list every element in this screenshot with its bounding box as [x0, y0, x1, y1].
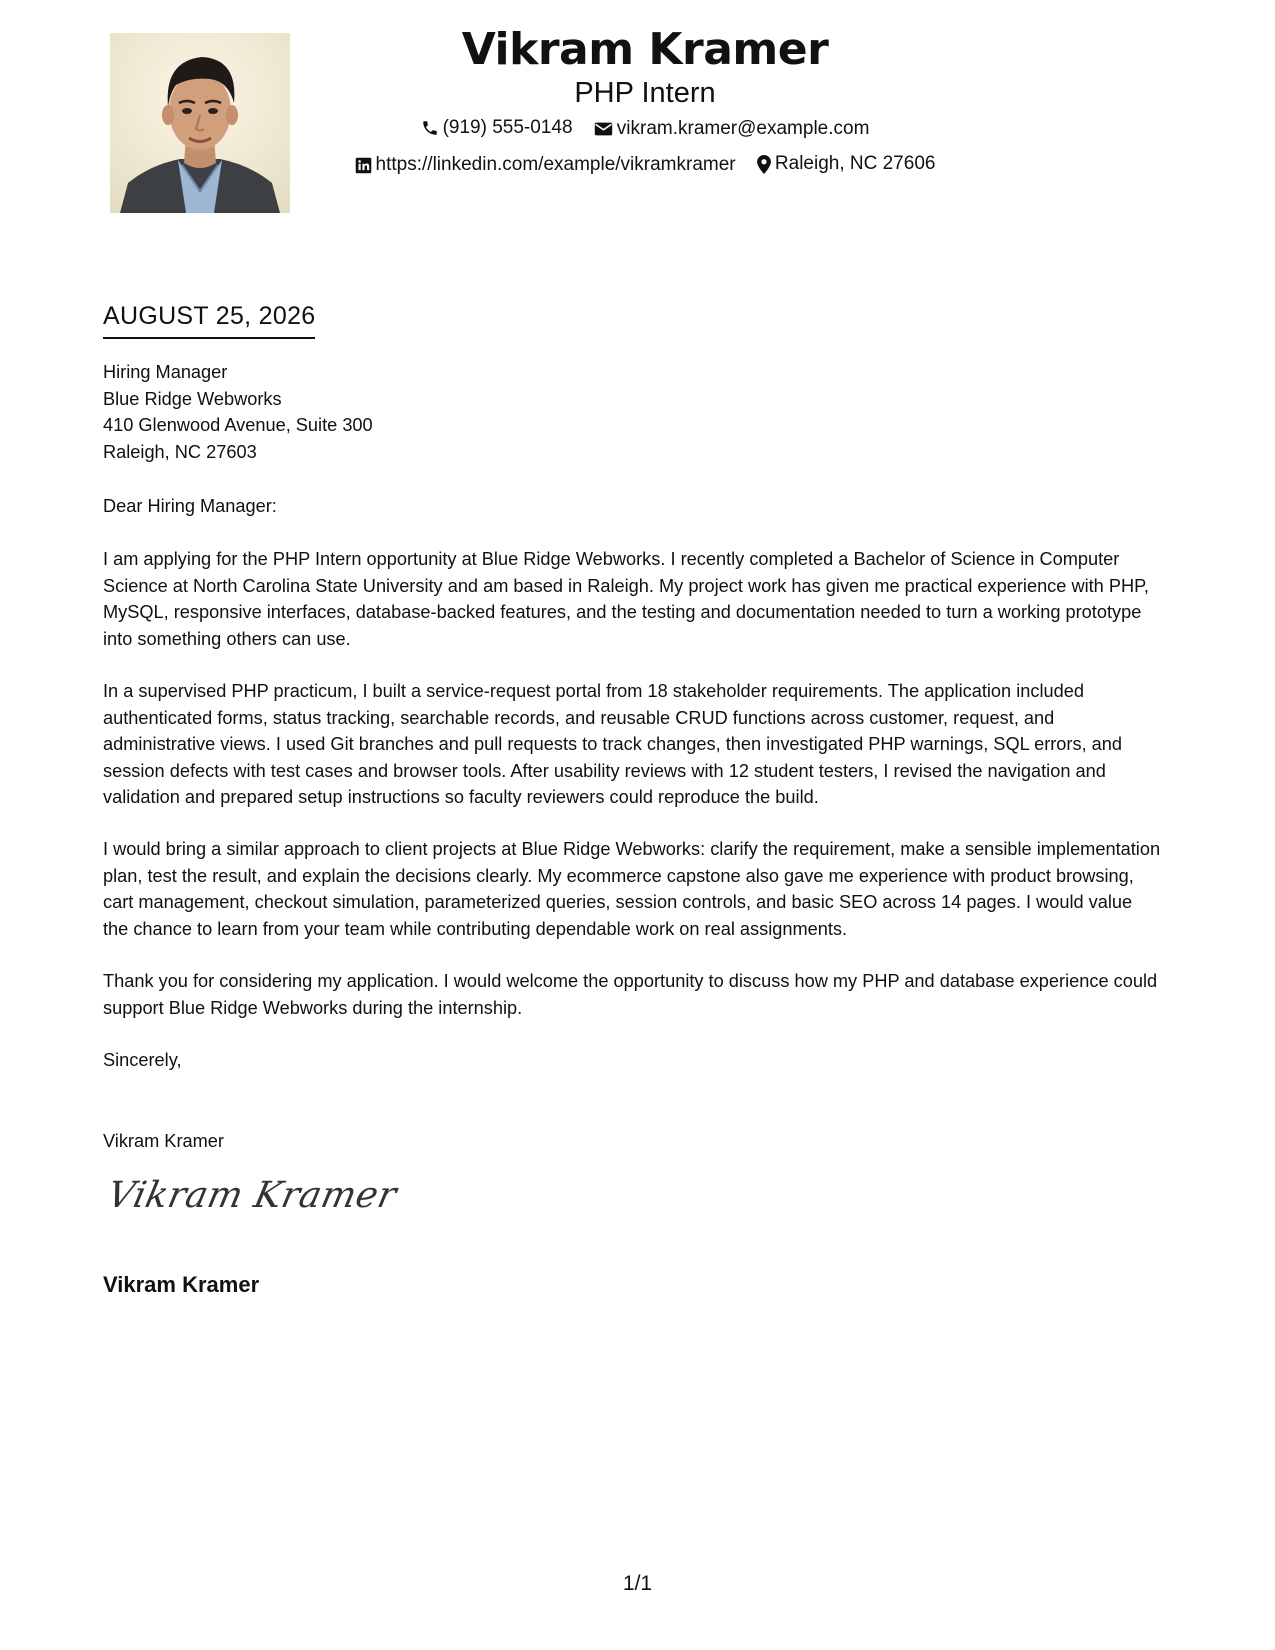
contact-location [757, 152, 936, 176]
envelope-icon [594, 121, 613, 137]
closing: Sincerely, [103, 1050, 182, 1070]
linkedin-text[interactable]: https://linkedin.com/example/vikramkramer [375, 154, 736, 175]
job-title: PHP Intern [574, 77, 716, 109]
contact-row-2 [300, 152, 990, 181]
page-number: 1/1 [622, 1572, 653, 1595]
linkedin-icon [355, 157, 372, 174]
recipient-line: Hiring Manager [103, 362, 228, 382]
handwritten-signature: Vikram Kramer [103, 1175, 401, 1216]
contact-row-1 [300, 116, 990, 144]
body-paragraph: In a supervised PHP practicum, I built a service-request portal from 18 stakeholder requirements. The application included authenticated forms, status tracking, searchable records, and reusable CRUD functions across customer, request, and administrative views. I used Git branches and pull requests to track changes, then investigated PHP warnings, SQL errors, and session defects with test cases and browser tools. After usability reviews with 12 student testers, I revised the navigation and validation and prepared setup instructions so faculty reviewers could reproduce the build. [103, 681, 1123, 807]
header [300, 20, 990, 181]
recipient-address [103, 359, 1161, 465]
salutation: Dear Hiring Manager: [103, 496, 277, 516]
profile-photo [110, 33, 290, 213]
contact-email[interactable] [594, 117, 870, 141]
body-paragraph: I would bring a similar approach to client projects at Blue Ridge Webworks: clarify the requirement, make a sensible implementation plan, test the result, and explain the decisions clearly. My ecommerce capstone also gave me experience with product browsing, cart management, checkout simulation, parameterized queries, session controls, and basic SEO across 14 pages. I would value the chance to learn from your team while contributing dependable work on real assignments. [103, 839, 1161, 939]
contact-phone [421, 116, 573, 140]
recipient-line: Blue Ridge Webworks [103, 388, 282, 409]
body-paragraph: I am applying for the PHP Intern opportunity at Blue Ridge Webworks. I recently completed a Bachelor of Science in Computer Science at North Carolina State University and am based in Raleigh. My project work has given me practical experience with PHP, MySQL, responsive interfaces, database-backed features, and the testing and documentation needed to turn a working prototype into something others can use. [103, 549, 1149, 649]
typed-name: Vikram Kramer [103, 1131, 224, 1151]
map-marker-icon [757, 155, 771, 174]
signer-name: Vikram Kramer [103, 1272, 260, 1297]
phone-icon [421, 119, 439, 137]
recipient-line: Raleigh, NC 27603 [103, 441, 257, 462]
letter-date: AUGUST 25, 2026 [103, 299, 315, 339]
recipient-line: 410 Glenwood Avenue, Suite 300 [103, 415, 373, 435]
location-text: Raleigh, NC 27606 [774, 153, 936, 174]
phone-text: (919) 555-0148 [442, 117, 573, 138]
candidate-name: Vikram Kramer [461, 24, 829, 75]
body-paragraph: Thank you for considering my application. I would welcome the opportunity to discuss how my PHP and database experience could support Blue Ridge Webworks during the internship. [103, 971, 1158, 1018]
contact-linkedin[interactable] [355, 153, 736, 177]
email-text[interactable]: vikram.kramer@example.com [616, 118, 870, 139]
